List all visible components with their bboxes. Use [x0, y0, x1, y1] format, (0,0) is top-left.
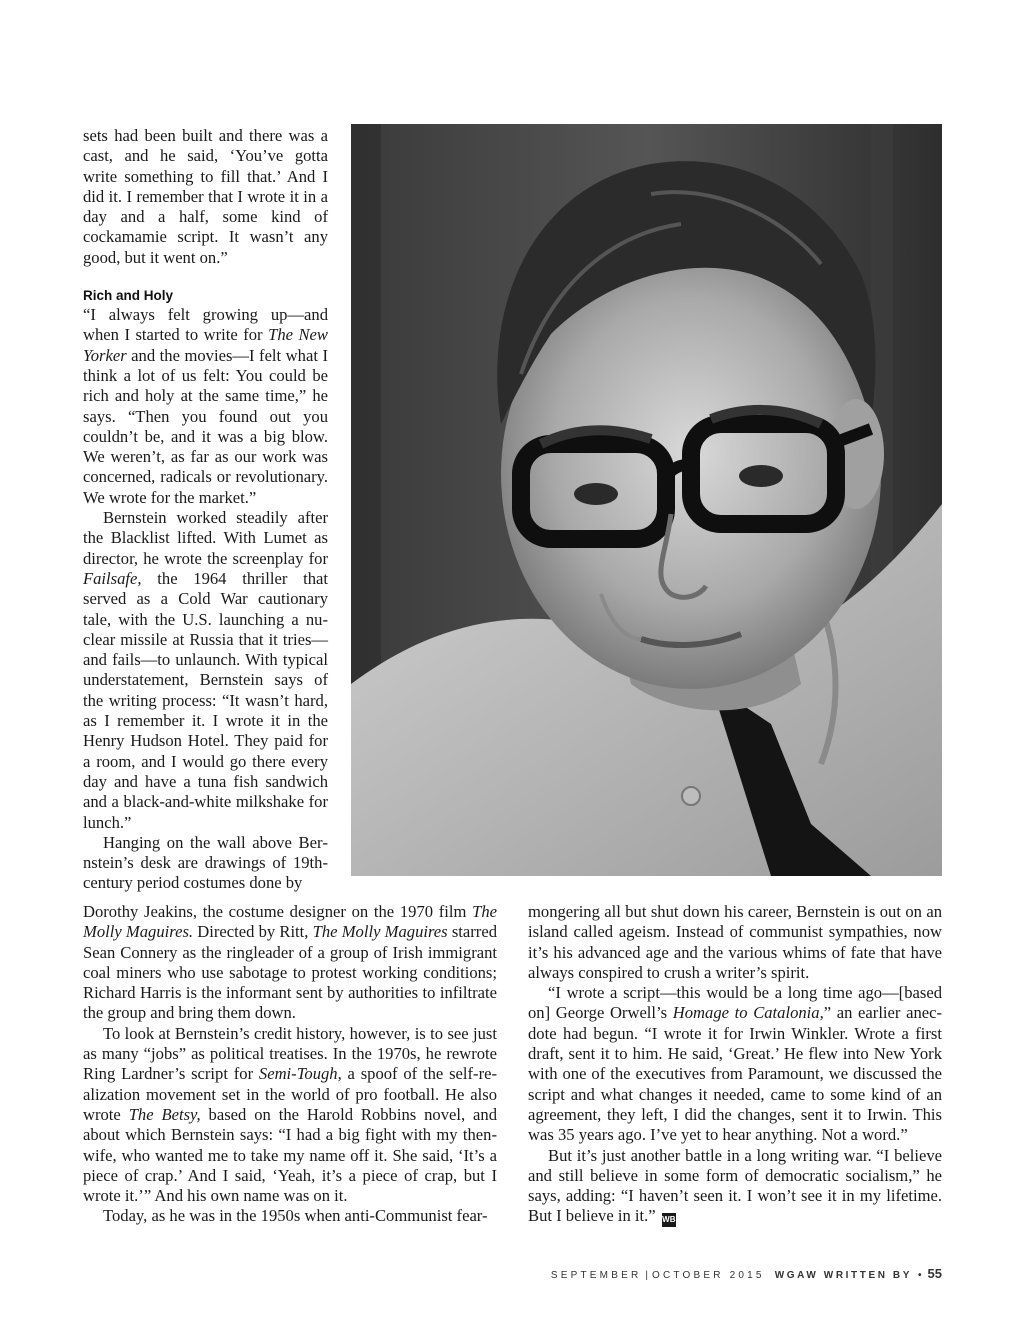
italic-title: Homage to Catalonia, [672, 1003, 824, 1023]
footer-separator: | [645, 1270, 648, 1281]
paragraph-5: To look at Bernstein’s credit history, however, is to see just as many “jobs” as political treatises. In the 1970s, he rewrote Ring Lardner’s script for Semi-Tough, a spoof of the self-realization movement set in the world of pro football. He also wrote The Betsy, based on the Harold Robbins novel, and about which Bernstein says: “I had a big fight with my then-wife, who wanted me to take my name off it. She said, ‘It’s a piece of crap.’ And I said, ‘Yeah, it’s a piece of crap, but I wrote it.’” And his own name was on it. [83, 1023, 497, 1206]
italic-title: The New Yorker [83, 325, 328, 365]
paragraph-4: Hanging on the wall above Bernstein’s desk are drawings of 19th-century period costumes done by [83, 832, 328, 893]
paragraph-4-continued: Dorothy Jeakins, the costume designer on the 1970 film The Molly Maguires. Directed by Ritt, The Molly Maguires starred Sean Connery as the ringleader of a group of Irish immigrant coal miners who use sabotage to protest working conditions; Richard Harris is the informant sent by authorities to infiltrate the group and bring them down. [83, 902, 497, 1023]
paragraph-6-continued: mongering all but shut down his career, Bernstein is out on an island called ageism. Instead of communist sympathies, now it’s his advanced age and the various whims of fate that have always conspired to crush a writer’s spirit. [528, 902, 942, 982]
italic-title: The Molly Maguires. [83, 902, 497, 942]
article-column-left-bottom [83, 902, 497, 1227]
paragraph-8 [528, 1146, 942, 1228]
italic-title: Semi-Tough, [258, 1064, 342, 1084]
article-column-right-bottom [528, 902, 942, 1227]
italic-title: The Betsy, [128, 1104, 201, 1124]
paragraph-6: Today, as he was in the 1950s when anti-Communist fear- [103, 1206, 488, 1226]
page-number: 55 [927, 1266, 942, 1281]
section-heading: Rich and Holy [83, 288, 174, 304]
footer-bullet: • [918, 1270, 922, 1281]
paragraph-1: sets had been built and there was a cast, and he said, ‘You’ve gotta write something to fill that.’ And I did it. I remember that I wrote it in a day and a half, some kind of cockamamie script. It wasn’t any good, but it went on.” [83, 126, 328, 267]
paragraph-8-text: But it’s just another battle in a long writing war. “I believe and still believe in some form of democratic socialism,” he says, adding: “I haven’t seen it. I won’t see it in my lifetime. But I believe in it.” [528, 1145, 942, 1226]
paragraph-3: Bernstein worked steadily after the Blacklist lifted. With Lumet as director, he wrote the screenplay for Failsafe, the 1964 thriller that served as a Cold War cautionary tale, with the U.S. launching a nuclear missile at Russia that it tries—and fails—to unlaunch. With typical understatement, Bernstein says of the writing process: “It wasn’t hard, as I remember it. I wrote it in the Henry Hudson Hotel. They paid for a room, and I would go there every day and have a tuna fish sandwich and a black-and-white milkshake for lunch.” [83, 508, 328, 832]
man-with-glasses-portrait-icon [351, 124, 942, 876]
paragraph-2: “I always felt growing up—and when I started to write for The New Yorker and the movies—I felt what I think a lot of us felt: You could be rich and holy at the same time,” he says. “Then you found out you couldn’t be, and it was a big blow. We weren’t, as far as our work was concerned, radicals or revolutionary. We wrote for the market.” [83, 305, 328, 507]
paragraph-7: “I wrote a script—this would be a long time ago—[based on] George Orwell’s Homage to Catalonia,” an earlier anecdote had begun. “I wrote it for Irwin Winkler. Wrote a first draft, sent it to him. He said, ‘Great.’ He flew into New York with one of the executives from Paramount, we discussed the script and what changes it needed, came to some kind of an agreement, they left, I did the changes, sent it to Irwin. This was 35 years ago. I’ve yet to hear anything. Not a word.” [528, 983, 943, 1145]
portrait-photo [351, 124, 942, 876]
wb-end-mark-icon: WB [662, 1213, 676, 1227]
page-footer [548, 1266, 942, 1286]
italic-title: Failsafe, [83, 568, 142, 588]
italic-title: The Molly Maguires [312, 922, 448, 942]
footer-issue-date: OCTOBER 2015 [651, 1270, 765, 1281]
article-column-left-top [83, 126, 328, 894]
footer-issue-month: SEPTEMBER [550, 1270, 642, 1281]
footer-magazine-name: WGAW WRITTEN BY [774, 1270, 913, 1281]
